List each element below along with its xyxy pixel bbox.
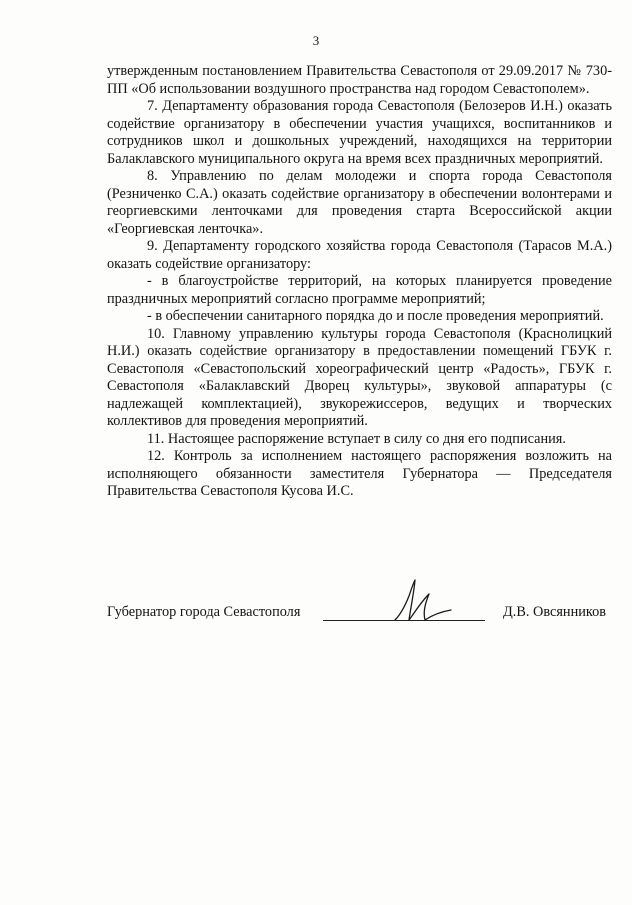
item-10: 10. Главному управлению культуры города Севастополя (Краснолицкий Н.И.) оказать содействие организатору в предоставлении помещений ГБУК г. Севастополя «Севастопольский хореографический центр «Радость», ГБУК г. Севастополя «Балаклавский Дворец культуры», звуковой аппаратуры (с надлежащей комплектацией), звукорежиссеров, ведущих и творческих коллективов для проведения мероприятий.: [107, 325, 612, 429]
handwritten-signature: [387, 578, 477, 628]
item-12: 12. Контроль за исполнением настоящего распоряжения возложить на исполняющего обязанности заместителя Губернатора — Председателя Правительства Севастополя Кусова И.С.: [107, 448, 612, 499]
document-body: [107, 63, 612, 501]
item-11: 11. Настоящее распоряжение вступает в силу со дня его подписания.: [147, 430, 566, 447]
item-9-subitem-2: - в обеспечении санитарного порядка до и после проведения мероприятий.: [147, 308, 604, 324]
item-9: 9. Департаменту городского хозяйства города Севастополя (Тарасов М.А.) оказать содействие организатору:: [107, 238, 612, 272]
intro-paragraph: утвержденным постановлением Правительства Севастополя от 29.09.2017 № 730-ПП «Об использовании воздушного пространства над городом Севастополем».: [107, 63, 612, 97]
item-9-subitem-1: - в благоустройстве территорий, на которых планируется проведение праздничных мероприятий согласно программе мероприятий;: [107, 273, 612, 307]
page-number: 3: [312, 33, 320, 48]
signatory-title: Губернатор города Севастополя: [107, 604, 301, 620]
signatory-name: Д.В. Овсянников: [503, 604, 606, 620]
item-7: 7. Департаменту образования города Севастополя (Белозеров И.Н.) оказать содействие организатору в обеспечении участия учащихся, воспитанников и сотрудников школ и дошкольных учреждений, находящихся на территории Балаклавского муниципального округа на время всех праздничных мероприятий.: [107, 98, 612, 167]
signature-block: [107, 598, 612, 638]
item-8: 8. Управлению по делам молодежи и спорта города Севастополя (Резниченко С.А.) оказать содействие организатору в обеспечении волонтерами и георгиевскими ленточками для проведения старта Всероссийской акции «Георгиевская ленточка».: [107, 168, 612, 237]
